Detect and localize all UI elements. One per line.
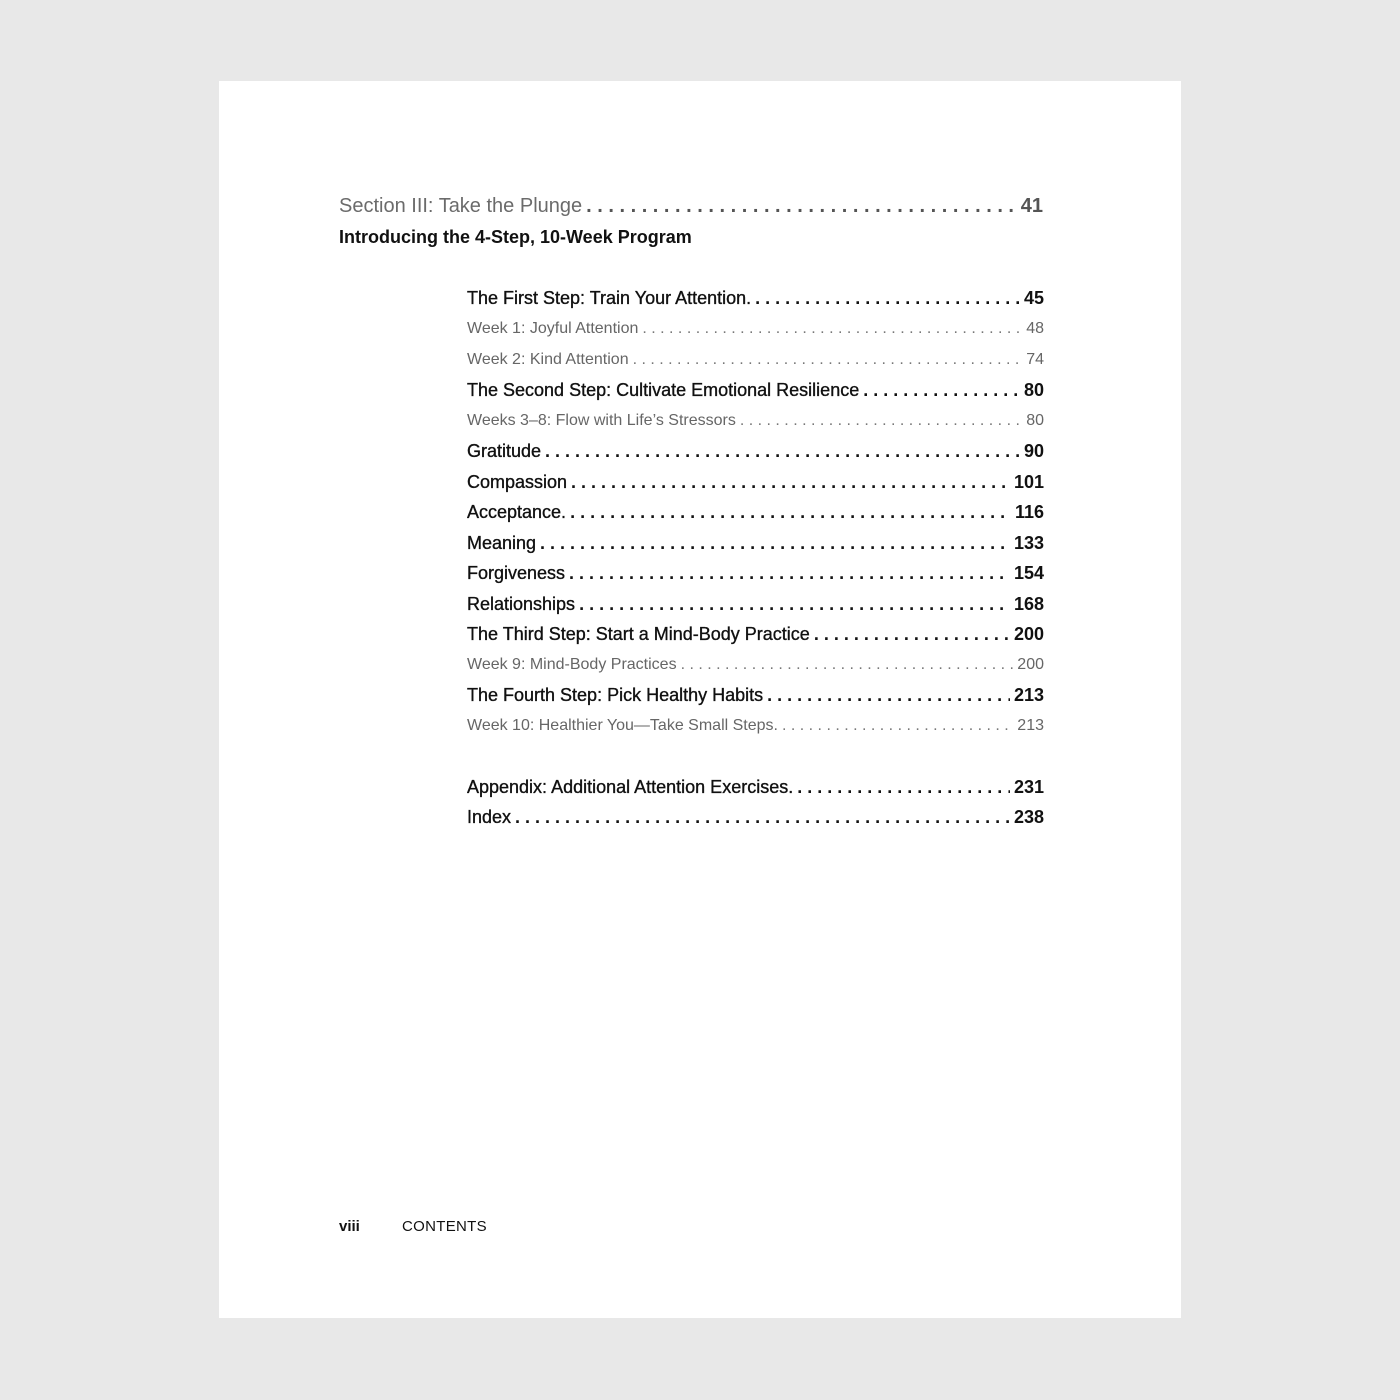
dot-leader	[586, 195, 1017, 218]
toc-entry-title: Week 10: Healthier You—Take Small Steps.	[467, 717, 778, 734]
toc-entry-third-step	[467, 624, 1044, 650]
dot-leader	[767, 685, 1010, 706]
toc-subentry-weeks-3-8	[467, 412, 1044, 436]
toc-entry-title: Relationships	[467, 594, 576, 614]
toc-entry-title: Week 9: Mind-Body Practices	[467, 656, 677, 673]
toc-entry-page: 213	[1013, 685, 1044, 705]
toc-entry-relationships	[467, 594, 1044, 620]
toc-entry-page: 213	[1017, 717, 1044, 734]
dot-leader	[740, 412, 1022, 430]
section-subtitle: Introducing the 4-Step, 10-Week Program	[339, 227, 692, 247]
toc-entry-page: 200	[1013, 624, 1044, 644]
dot-leader	[863, 380, 1020, 401]
dot-leader	[569, 563, 1010, 584]
dot-leader	[797, 777, 1010, 798]
toc-entry-title: Week 1: Joyful Attention	[467, 320, 639, 337]
dot-leader	[540, 533, 1010, 554]
toc-entry-title: Index	[467, 807, 512, 827]
toc-entry-page: 200	[1017, 656, 1044, 673]
toc-entry-compassion	[467, 472, 1044, 498]
toc-entry-title: Meaning	[467, 533, 537, 553]
dot-leader	[642, 320, 1022, 338]
toc-entry-title: Compassion	[467, 472, 568, 492]
toc-entry-forgiveness	[467, 563, 1044, 589]
section-page-number: 41	[1020, 195, 1043, 217]
toc-entry-page: 80	[1023, 380, 1044, 400]
dot-leader	[579, 594, 1010, 615]
toc-subentry-week-1	[467, 320, 1044, 344]
toc-entry-page: 154	[1013, 563, 1044, 583]
toc-entry-page: 168	[1013, 594, 1044, 614]
toc-entry-title: Forgiveness	[467, 563, 566, 583]
book-page	[219, 81, 1181, 1318]
toc-entry-title: The Fourth Step: Pick Healthy Habits	[467, 685, 764, 705]
toc-entry-page: 74	[1026, 351, 1044, 368]
dot-leader	[814, 624, 1010, 645]
dot-leader	[782, 717, 1013, 735]
dot-leader	[545, 441, 1020, 462]
dot-leader	[571, 472, 1010, 493]
toc-entry-first-step	[467, 288, 1044, 314]
toc-entry-meaning	[467, 533, 1044, 559]
toc-entry-title: The Third Step: Start a Mind-Body Practice	[467, 624, 810, 644]
toc-subentry-week-9	[467, 656, 1044, 680]
toc-entry-gratitude	[467, 441, 1044, 467]
section-heading-row	[339, 195, 1043, 223]
toc-entry-page: 238	[1013, 807, 1044, 827]
toc-entry-title: The First Step: Train Your Attention.	[467, 288, 752, 308]
toc-entry-title: Weeks 3–8: Flow with Life’s Stressors	[467, 412, 736, 429]
toc-entry-title: Gratitude	[467, 441, 542, 461]
toc-entry-page: 231	[1013, 777, 1044, 797]
toc-entry-title: Appendix: Additional Attention Exercises.	[467, 777, 794, 797]
toc-entry-page: 80	[1026, 412, 1044, 429]
toc-entry-page: 45	[1023, 288, 1044, 308]
footer-page-number: viii	[339, 1218, 360, 1235]
dot-leader	[515, 807, 1010, 828]
dot-leader	[633, 351, 1023, 369]
toc-entry-page: 48	[1026, 320, 1044, 337]
toc-entry-page: 116	[1014, 502, 1044, 522]
toc-subentry-week-2	[467, 351, 1044, 375]
toc-entry-index	[467, 807, 1044, 833]
toc-entry-fourth-step	[467, 685, 1044, 711]
footer-running-head: CONTENTS	[402, 1218, 487, 1235]
toc-entry-appendix	[467, 777, 1044, 803]
dot-leader	[681, 656, 1014, 674]
toc-entry-acceptance	[467, 502, 1044, 528]
dot-leader	[570, 502, 1011, 523]
toc-entry-second-step	[467, 380, 1044, 406]
dot-leader	[755, 288, 1020, 309]
toc-subentry-week-10	[467, 717, 1044, 741]
toc-entry-title: The Second Step: Cultivate Emotional Resilience	[467, 380, 860, 400]
section-title: Section III: Take the Plunge	[339, 195, 583, 217]
toc-entry-page: 90	[1023, 441, 1044, 461]
toc-entry-page: 101	[1013, 472, 1044, 492]
toc-entry-title: Week 2: Kind Attention	[467, 351, 629, 368]
toc-entry-page: 133	[1013, 533, 1044, 553]
toc-entry-title: Acceptance.	[467, 502, 567, 522]
